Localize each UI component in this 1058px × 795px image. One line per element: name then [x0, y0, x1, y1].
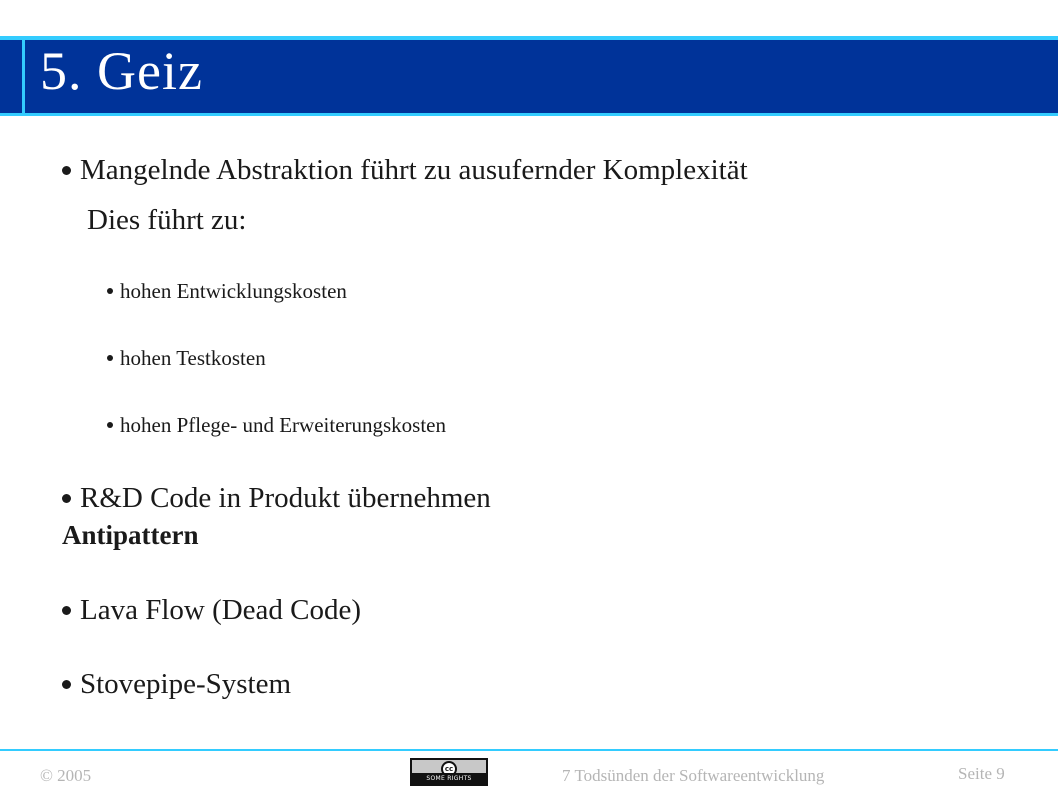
heading-antipattern: Antipattern — [62, 520, 199, 550]
bullet-rnd-code — [62, 484, 491, 513]
title-bar-left-line — [22, 36, 25, 116]
sub-bullet-dot — [107, 355, 113, 361]
creative-commons-badge[interactable] — [410, 758, 488, 793]
title-bar-top-line — [0, 36, 1058, 40]
bullet-dot — [62, 166, 71, 175]
footer-page-number: Seite 9 — [958, 764, 1005, 783]
sub-bullet-text: hohen Testkosten — [120, 346, 266, 370]
bullet-stovepipe — [62, 670, 291, 699]
sub-bullet-text: hohen Entwicklungskosten — [120, 279, 347, 303]
sub-bullet-pflegekosten — [107, 415, 446, 436]
cc-badge-text: SOME RIGHTS RESERVED — [412, 773, 486, 784]
footer-copyright: © 2005 — [40, 766, 92, 785]
bullet-text: Stovepipe-System — [80, 668, 292, 700]
title-bar-bottom-line — [0, 113, 1058, 116]
subheading-dies-fuehrt-zu: Dies führt zu: — [87, 204, 247, 236]
bullet-text: Lava Flow (Dead Code) — [80, 594, 362, 626]
sub-bullet-text: hohen Pflege- und Erweiterungskosten — [120, 413, 447, 437]
bullet-dot — [62, 606, 71, 615]
sub-bullet-dot — [107, 288, 113, 294]
bullet-dot — [62, 494, 71, 503]
slide-title: 5. Geiz — [40, 41, 203, 101]
bullet-dot — [62, 680, 71, 689]
sub-bullet-dot — [107, 422, 113, 428]
footer-course-title: 7 Todsünden der Softwareentwicklung — [562, 766, 825, 785]
bullet-abstraction — [62, 156, 748, 185]
bullet-lava-flow — [62, 596, 361, 625]
bullet-text: R&D Code in Produkt übernehmen — [80, 482, 491, 514]
sub-bullet-testkosten — [107, 348, 266, 369]
sub-bullet-entwicklungskosten — [107, 281, 347, 302]
footer-divider — [0, 749, 1058, 751]
cc-icon: cc — [441, 761, 457, 777]
bullet-text: Mangelnde Abstraktion führt zu ausufernder Komplexität — [80, 154, 748, 186]
